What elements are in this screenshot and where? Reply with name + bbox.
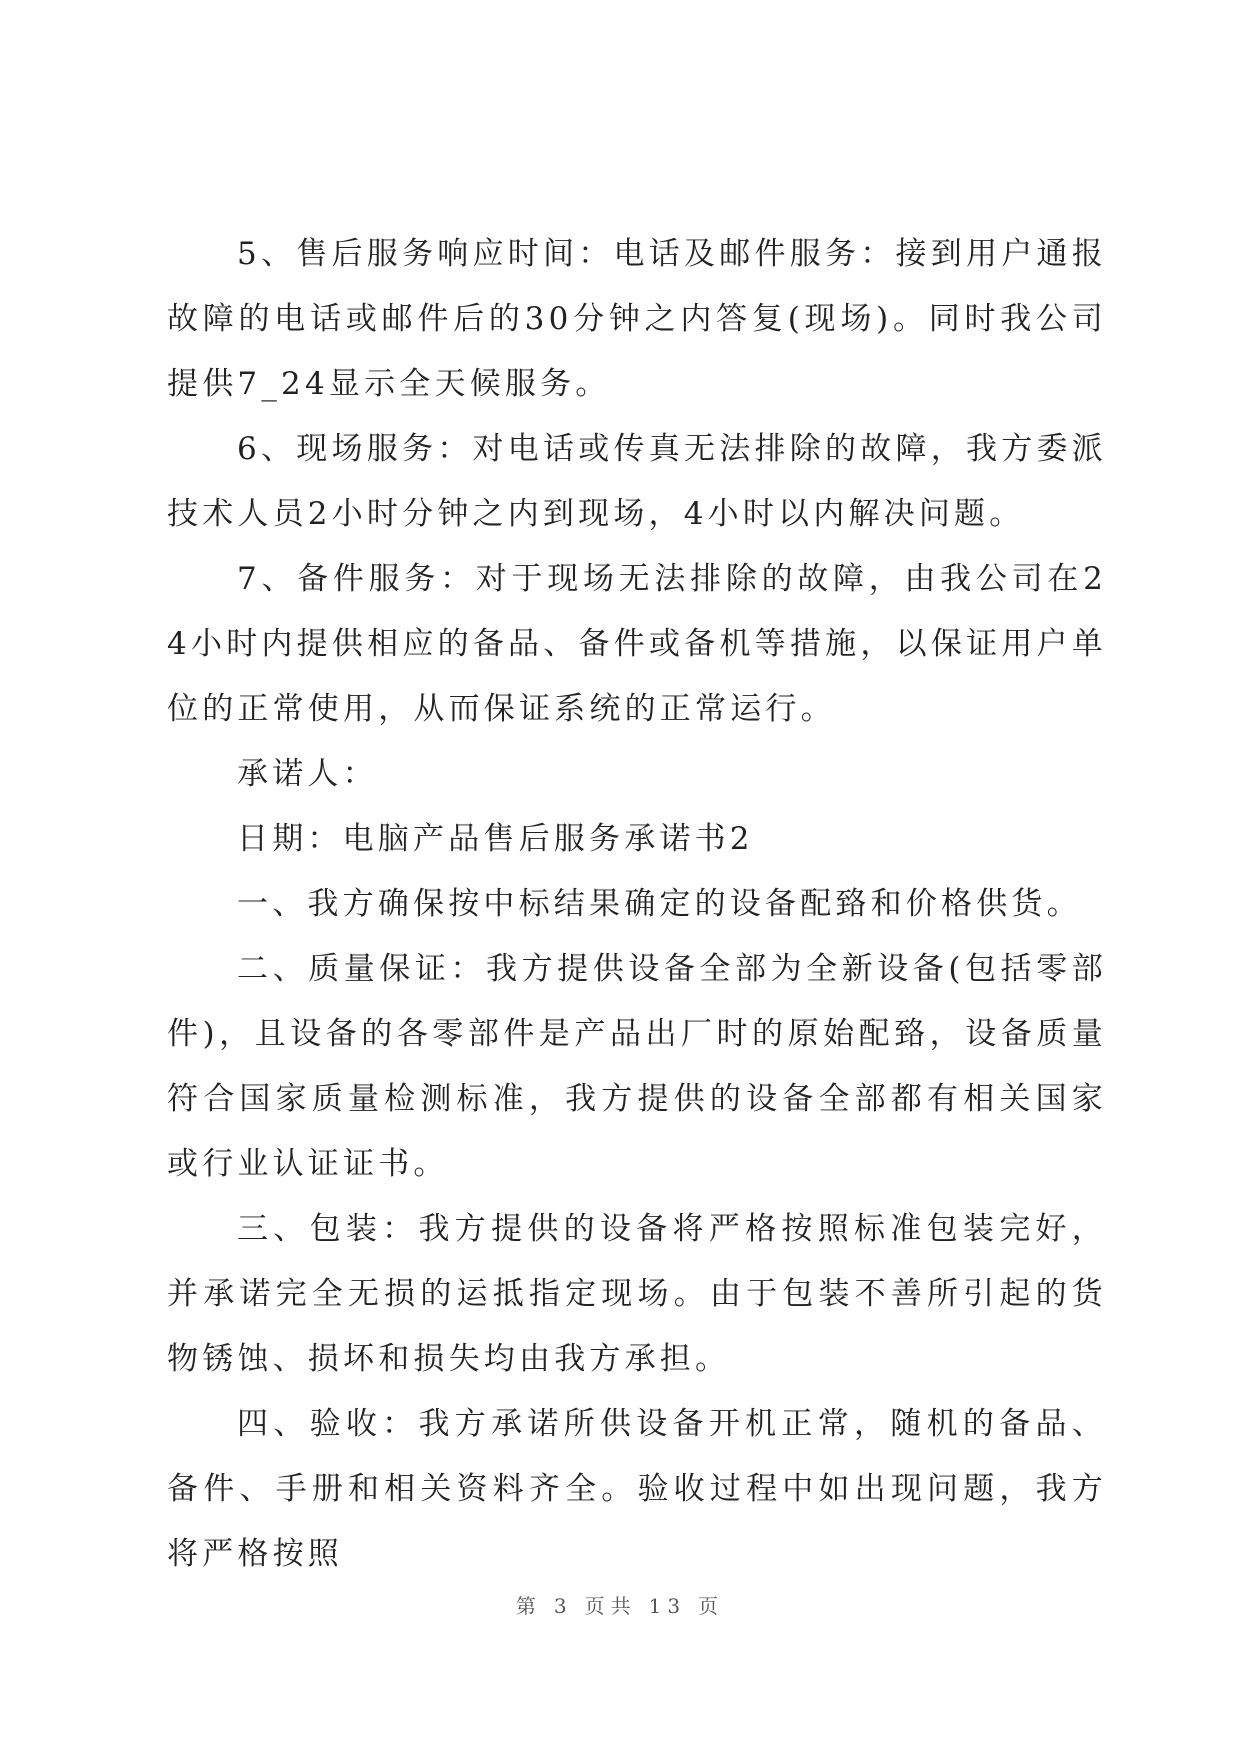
document-body (167, 222, 1107, 1587)
paragraph-6-onsite-service: 6、现场服务：对电话或传真无法排除的故障，我方委派技术人员2小时分钟之内到现场，4小时以内解决问题。 (167, 431, 1107, 532)
footer-total-pages: 13 (648, 1594, 687, 1618)
paragraph-5-response-time: 5、售后服务响应时间：电话及邮件服务：接到用户通报故障的电话或邮件后的30分钟之内答复(现场)。同时我公司提供7_24显示全天候服务。 (167, 236, 1107, 402)
footer-current-page: 3 (553, 1594, 573, 1618)
paragraph-date-title: 日期：电脑产品售后服务承诺书2 (237, 821, 754, 857)
footer-label-of: 页共 (584, 1594, 637, 1618)
paragraph-section-2-quality: 二、质量保证：我方提供设备全部为全新设备(包括零部件)，且设备的各零部件是产品出厂时的原始配臵，设备质量符合国家质量检测标准，我方提供的设备全部都有相关国家或行业认证证书。 (167, 951, 1107, 1182)
paragraph-promisor: 承诺人： (237, 756, 378, 792)
footer-label-end: 页 (698, 1594, 725, 1618)
paragraph-section-1: 一、我方确保按中标结果确定的设备配臵和价格供货。 (237, 886, 1082, 922)
footer-label-page: 第 (515, 1594, 542, 1618)
paragraph-section-3-packaging: 三、包装：我方提供的设备将严格按照标准包装完好，并承诺完全无损的运抵指定现场。由于包装不善所引起的货物锈蚀、损坏和损失均由我方承担。 (167, 1211, 1107, 1377)
paragraph-7-spare-parts: 7、备件服务：对于现场无法排除的故障，由我公司在24小时内提供相应的备品、备件或备机等措施，以保证用户单位的正常使用，从而保证系统的正常运行。 (167, 561, 1107, 727)
paragraph-section-4-acceptance: 四、验收：我方承诺所供设备开机正常，随机的备品、备件、手册和相关资料齐全。验收过程中如出现问题，我方将严格按照 (167, 1406, 1107, 1572)
page-footer (0, 1590, 1240, 1619)
